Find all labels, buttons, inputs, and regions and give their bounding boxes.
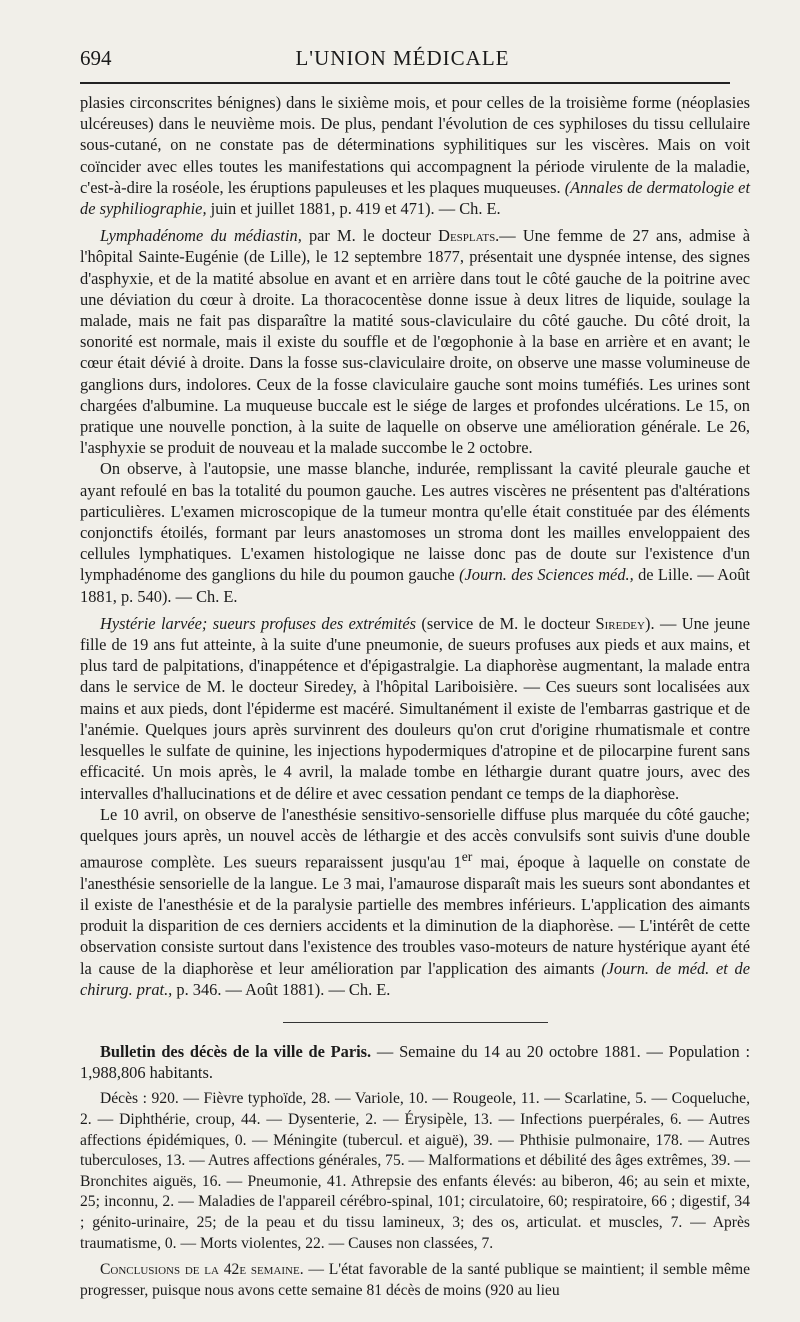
article-title-hysterie: Hystérie larvée; sueurs profuses des extrémités (100, 613, 416, 633)
author-siredey: Siredey (595, 613, 645, 633)
author-desplats: Desplats. (438, 226, 500, 246)
article-body (80, 92, 750, 1301)
paragraph-hysterie: Hystérie larvée; sueurs profuses des extrémités (service de M. le docteur Siredey). — Une jeune fille de 19 ans fut atteinte, à la suite d'une pneumonie, de sueurs profuses aux pieds et aux mains, et plus tard de palpitations, d'inappétence et d'épigastralgie. La diaphorèse augmentant, la malade entra dans le service de M. le docteur Siredey, à l'hôpital Lariboisière. — Ces sueurs sont localisées aux mains et aux pieds, dont l'épiderme est macéré. Simultanément il existe de l'embarras gastrique et de l'anémie. Quelques jours après survinrent des douleurs qu'on crut d'origine rhumatismale et contre lesquelles le sulfate de quinine, les injections hypodermiques d'atropine et de pilocarpine furent sans efficacité. Un mois après, le 4 avril, la malade tombe en léthargie durant quatre jours, avec des intervalles d'hallucinations et de délire et avec cessation pendant ce temps de la diaphorèse. (80, 613, 750, 803)
paragraph-autopsie: On observe, à l'autopsie, une masse blanche, indurée, remplissant la cavité pleurale gauche et ayant refoulé en bas la totalité du poumon gauche. Les autres viscères ne présentent pas d'altérations particulières. L'examen microscopique de la tumeur montra qu'elle était constituée par des éléments conjonctifs étoilés, formant par leurs anastomoses un stroma dont les mailles enveloppaient des cellules lymphatiques. L'examen histologique ne laisse donc pas de doute sur l'existence d'un lymphadénome des ganglions du hile du poumon gauche (Journ. des Sciences méd., de Lille. — Août 1881, p. 540). — Ch. E. (80, 459, 750, 606)
conclusions-label: Conclusions de la 42e semaine. (100, 1261, 304, 1279)
bulletin-conclusions: Conclusions de la 42e semaine. — L'état favorable de la santé publique se maintient; il semble même progresser, puisque nous avons cette semaine 81 décès de moins (920 au lieu (80, 1261, 750, 1299)
header-rule (80, 82, 730, 84)
article-title-lymphadenome: Lymphadénome du médiastin, (100, 226, 302, 246)
bulletin-title: Bulletin des décès de la ville de Paris. (100, 1042, 372, 1061)
page-number: 694 (80, 46, 112, 70)
journal-title: L'UNION MÉDICALE (295, 46, 510, 70)
reference-journ-sciences: (Journ. des Sciences méd., (459, 565, 634, 585)
running-header (80, 46, 725, 76)
reference-annales: (Annales de dermatologie et de syphiliographie, (80, 177, 750, 219)
bulletin-heading: Bulletin des décès de la ville de Paris. — Semaine du 14 au 20 octobre 1881. — Population : 1,988,806 habitants. (80, 1042, 750, 1083)
reference-journ-medecine: (Journ. de méd. et de chirurg. prat., (80, 958, 750, 999)
paragraph-syphiloses: plasies circonscrites bénignes) dans le sixième mois, et pour celles de la troisième forme (néoplasies ulcéreuses) dans le neuvième mois. De plus, pendant l'évolution de ces syphiloses du tissu cellulaire sous-cutané, on ne constate pas de déterminations syphilitiques sur les viscères. Mais on voit coïncider avec elles toutes les manifestations qui accompagnent la période virulente de la maladie, c'est-à-dire la roséole, les éruptions papuleuses et les plaques muqueuses. (Annales de dermatologie et de syphiliographie, juin et juillet 1881, p. 419 et 471). — Ch. E. (80, 93, 750, 219)
paragraph-anesthesie: Le 10 avril, on observe de l'anesthésie sensitivo-sensorielle diffuse plus marquée du côté gauche; quelques jours après, un nouvel accès de léthargie et des accès convulsifs sont suivis d'une double amaurose complète. Les sueurs reparaissent jusqu'au 1er mai, époque à laquelle on constate de l'anesthésie sensorielle de la langue. Le 3 mai, l'amaurose disparaît mais les sueurs sont abondantes et il existe de l'anesthésie et de la paralysie partielle des membres inférieurs. L'application des aimants produit la disparition de ces derniers accidents et la diminution de la diaphorèse. — L'intérêt de cette observation consiste surtout dans l'existence des troubles vaso-moteurs de nature hystérique ayant été la cause de la diaphorèse et leur amélioration par l'application des aimants (Journ. de méd. et de chirurg. prat., p. 346. — Août 1881). — Ch. E. (80, 804, 751, 999)
paragraph-lymphadenome: Lymphadénome du médiastin, par M. le docteur Desplats.— Une femme de 27 ans, admise à l'hôpital Sainte-Eugénie (de Lille), le 12 septembre 1877, présentait une dyspnée intense, des signes d'asphyxie, et de la matité absolue en avant et en arrière dans tout le côté gauche de la poitrine avec une déviation du cœur à droite. La thoracocentèse donne issue à deux litres de liquide, soulage la malade, mais ne fait pas disparaître la matité sous-claviculaire du côté gauche. Du côté droit, la sonorité est normale, mais il existe du souffle et de l'œgophonie à la base en arrière et en avant; le cœur était dévié à droite. Dans la fosse sus-claviculaire droite, on observe une masse volumineuse de ganglions durs, indolores. Ceux de la fosse claviculaire gauche sont moins tuméfiés. Les urines sont chargées d'albumine. La muqueuse buccale est le siége de larges et profondes ulcérations. Le 15, on pratique une nouvelle ponction, à la suite de laquelle on observe une amélioration générale. Le 26, l'asphyxie se produit de nouveau et la malade succombe le 2 octobre. (80, 226, 750, 458)
bulletin-deces: Décès : 920. — Fièvre typhoïde, 28. — Variole, 10. — Rougeole, 11. — Scarlatine, 5. — Coqueluche, 2. — Diphthérie, croup, 44. — Dysenterie, 2. — Érysipèle, 13. — Infections puerpérales, 6. — Autres affections épidémiques, 0. — Méningite (tubercul. et aiguë), 39. — Phthisie pulmonaire, 178. — Autres tuberculoses, 13. — Autres affections générales, 75. — Malformations et débilité des âges extrêmes, 39. — Bronchites aiguës, 16. — Pneumonie, 41. Athrepsie des enfants élevés: au biberon, 46; au sein et mixte, 25; inconnu, 2. — Maladies de l'appareil cérébro-spinal, 101; circulatoire, 60; respiratoire, 66 ; digestif, 34 ; génito-urinaire, 25; de la peau et du tissu lamineux, 3; des os, articulat. et muscles, 7. — Après traumatisme, 0. — Morts violentes, 22. — Causes non classées, 7. (80, 1090, 750, 1252)
section-separator (283, 1022, 548, 1023)
